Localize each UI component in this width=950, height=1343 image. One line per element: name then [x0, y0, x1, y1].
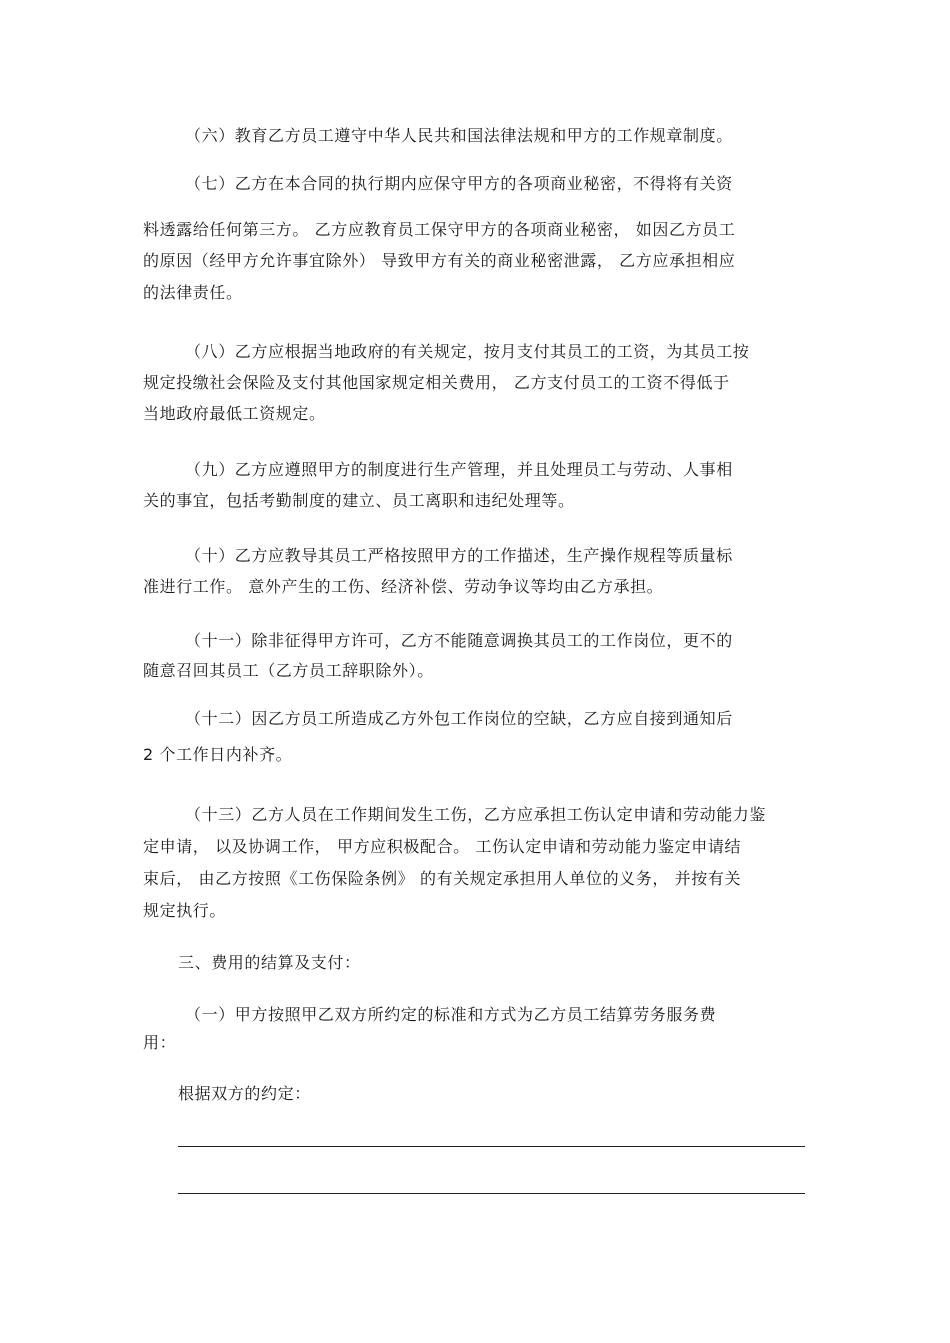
clause-13-line-2: 定申请， 以及协调工作， 甲方应积极配合。 工伤认定申请和劳动能力鉴定申请结	[143, 837, 742, 856]
clause-9-line-2: 关的事宜，包括考勤制度的建立、员工离职和违纪处理等。	[143, 491, 575, 510]
blank-fill-line-2	[178, 1193, 805, 1194]
clause-8-line-3: 当地政府最低工资规定。	[143, 404, 326, 423]
clause-6-line-1: （六）教育乙方员工遵守中华人民共和国法律法规和甲方的工作规章制度。	[185, 126, 733, 145]
clause-13-line-3: 束后， 由乙方按照《工伤保险条例》 的有关规定承担用人单位的义务， 并按有关	[143, 869, 742, 888]
clause-7-line-1: （七）乙方在本合同的执行期内应保守甲方的各项商业秘密，不得将有关资	[185, 174, 733, 193]
clause-8-line-1: （八）乙方应根据当地政府的有关规定，按月支付其员工的工资，为其员工按	[185, 342, 750, 361]
clause-9-line-1: （九）乙方应遵照甲方的制度进行生产管理，并且处理员工与劳动、人事相	[185, 460, 733, 479]
clause-7-line-2: 料透露给任何第三方。 乙方应教育员工保守甲方的各项商业秘密， 如因乙方员工	[143, 220, 736, 239]
section-3-item-1-line-1: （一）甲方按照甲乙双方所约定的标准和方式为乙方员工结算劳务服务费	[185, 1005, 717, 1024]
clause-11-line-2: 随意召回其员工（乙方员工辞职除外）。	[143, 661, 434, 680]
clause-11-line-1: （十一）除非征得甲方许可，乙方不能随意调换其员工的工作岗位，更不的	[185, 631, 733, 650]
blank-fill-line-1	[178, 1146, 805, 1147]
clause-7-line-4: 的法律责任。	[143, 283, 243, 302]
clause-13-line-1: （十三）乙方人员在工作期间发生工伤，乙方应承担工伤认定申请和劳动能力鉴	[185, 805, 767, 824]
clause-12-line-1: （十二）因乙方员工所造成乙方外包工作岗位的空缺，乙方应自接到通知后	[185, 709, 733, 728]
clause-10-line-1: （十）乙方应教导其员工严格按照甲方的工作描述，生产操作规程等质量标	[185, 546, 733, 565]
section-3-item-1-line-2: 用：	[143, 1033, 177, 1052]
clause-7-line-3: 的原因（经甲方允许事宜除外） 导致甲方有关的商业秘密泄露， 乙方应承担相应	[143, 251, 736, 270]
clause-12-line-2: 2 个工作日内补齐。	[143, 745, 293, 764]
section-3-heading: 三、费用的结算及支付：	[178, 953, 361, 972]
clause-10-line-2: 准进行工作。 意外产生的工伤、经济补偿、劳动争议等均由乙方承担。	[143, 577, 664, 596]
clause-8-line-2: 规定投缴社会保险及支付其他国家规定相关费用， 乙方支付员工的工资不得低于	[143, 373, 730, 392]
clause-13-line-4: 规定执行。	[143, 901, 227, 920]
agreement-label: 根据双方的约定：	[178, 1084, 311, 1103]
